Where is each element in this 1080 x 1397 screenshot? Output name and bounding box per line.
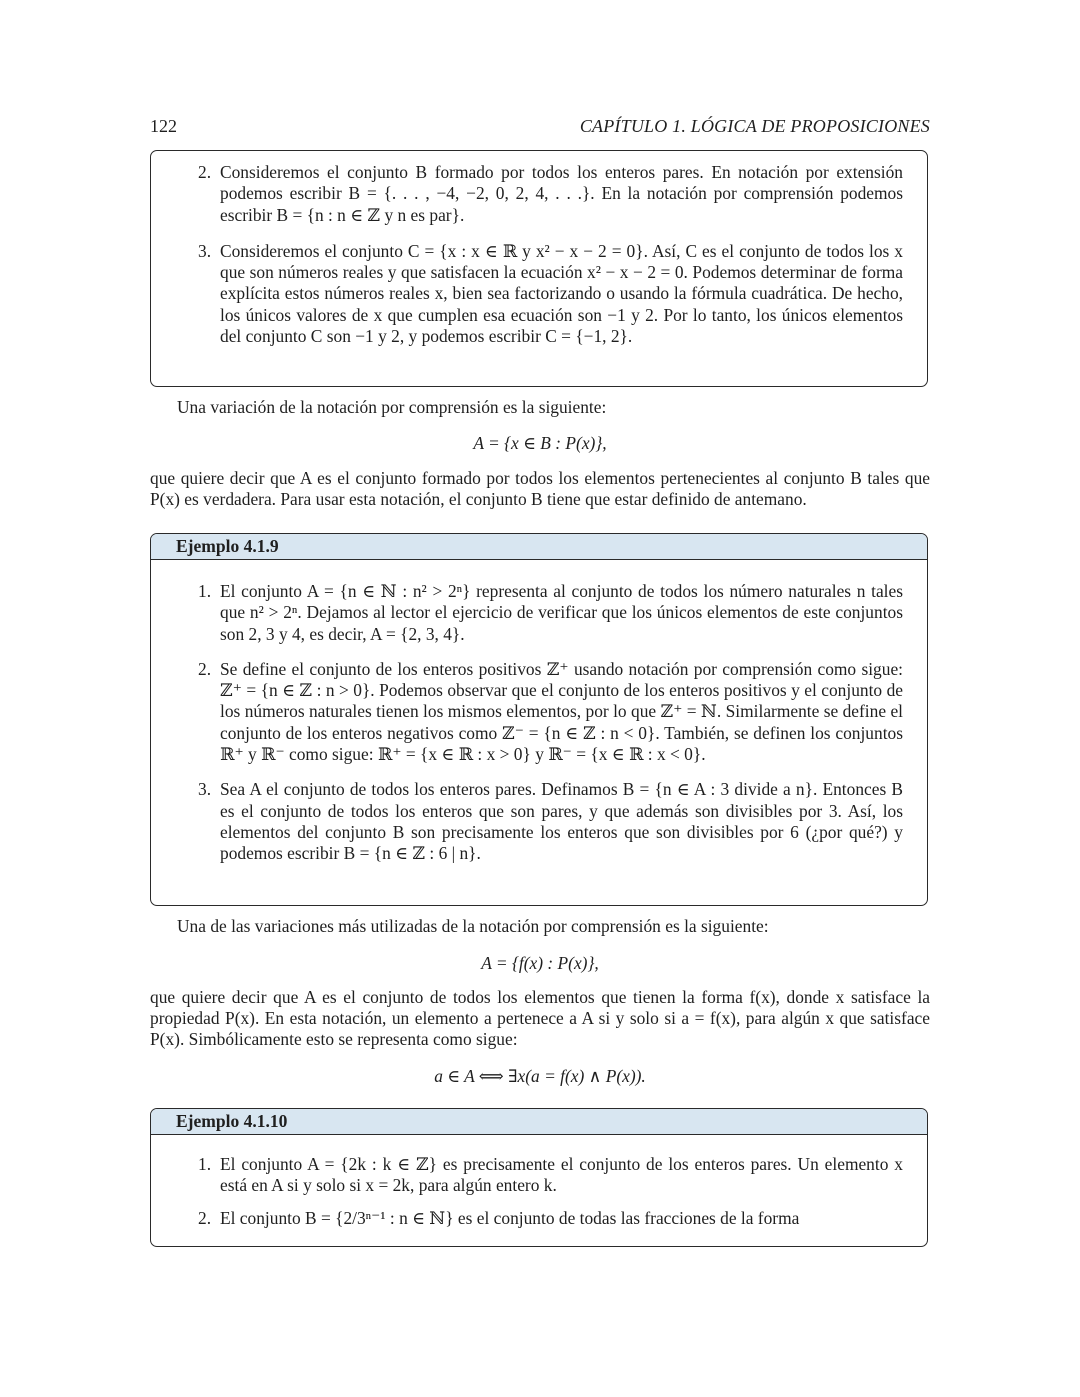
formula: a ∈ A ⟺ ∃x(a = f(x) ∧ P(x)). bbox=[434, 1066, 646, 1086]
example-title: Ejemplo 4.1.10 bbox=[151, 1109, 927, 1135]
list-item-number: 1. bbox=[198, 581, 212, 601]
example-box bbox=[150, 533, 928, 906]
list-item-text: El conjunto A = {n ∈ ℕ : n² > 2ⁿ} representa al conjunto de todos los número naturales n tales que n² > 2ⁿ. Dejamos al lector el ejercicio de verificar que los únicos elementos de este conjuntos son 2, 3 y 4, es decir, A = {2, 3, 4}. bbox=[220, 581, 903, 644]
list-item-number: 3. bbox=[198, 779, 212, 800]
list-item bbox=[198, 241, 903, 347]
list-item-text: El conjunto A = {2k : k ∈ ℤ} es precisamente el conjunto de los enteros pares. Un elemento x está en A si y solo si x = 2k, para algún entero k. bbox=[220, 1154, 903, 1196]
list-item bbox=[198, 162, 903, 226]
page-number: 122 bbox=[150, 116, 177, 136]
list-item-text: El conjunto B = {2/3ⁿ⁻¹ : n ∈ ℕ} es el conjunto de todas las fracciones de la forma bbox=[220, 1207, 800, 1228]
list-item-number: 2. bbox=[198, 1207, 212, 1228]
list-item-number: 2. bbox=[198, 658, 212, 679]
list-item-number: 3. bbox=[198, 240, 212, 261]
list-item-number: 2. bbox=[198, 162, 212, 182]
list-item-text: Se define el conjunto de los enteros positivos ℤ⁺ usando notación por comprensión como sigue: ℤ⁺ = {n ∈ ℤ : n > 0}. Podemos observar que el conjunto de los enteros positivos y el conjunto de los números naturales tienen los mismos elementos, por lo que ℤ⁺ = ℕ. Similarmente se define el conjunto de los enteros negativos como ℤ⁻ = {n ∈ ℤ : n < 0}. También, se definen los conjuntos ℝ⁺ y ℝ⁻ como sigue: ℝ⁺ = {x ∈ ℝ : x > 0} y ℝ⁻ = {x ∈ ℝ : x < 0}. bbox=[220, 658, 903, 765]
list-item bbox=[198, 779, 903, 864]
example-box bbox=[150, 1108, 928, 1247]
paragraph: que quiere decir que A es el conjunto de todos los elementos que tienen la forma f(x), donde x satisface la propiedad P(x). En esta notación, un elemento a pertenece a A si y solo si a = f(x), para algún x que satisface P(x). Simbólicamente esto se representa como sigue: bbox=[150, 987, 930, 1049]
chapter-title: CAPÍTULO 1. LÓGICA DE PROPOSICIONES bbox=[579, 116, 930, 136]
list-item bbox=[198, 581, 903, 645]
paragraph: Una variación de la notación por comprensión es la siguiente: bbox=[177, 397, 607, 417]
formula: A = {f(x) : P(x)}, bbox=[481, 953, 599, 973]
example-title: Ejemplo 4.1.9 bbox=[151, 534, 927, 560]
list-item-text: Sea A el conjunto de todos los enteros pares. Definamos B = {n ∈ A : 3 divide a n}. Entonces B es el conjunto de todos los enteros que son pares, y que además son divisibles por 3. Así, los elementos del conjunto B son precisamente los enteros que son divisibles por 6 (¿por qué?) y podemos escribir B = {n ∈ ℤ : 6 | n}. bbox=[220, 779, 903, 864]
formula: A = {x ∈ B : P(x)}, bbox=[473, 433, 607, 453]
paragraph: Una de las variaciones más utilizadas de la notación por comprensión es la siguiente: bbox=[177, 916, 769, 936]
list-item bbox=[198, 1154, 903, 1197]
list-item-text: Consideremos el conjunto B formado por todos los enteros pares. En notación por extensión podemos escribir B = {. . . , −4, −2, 0, 2, 4, . . .}. En la notación por comprensión podemos escribir B = {n : n ∈ ℤ y n es par}. bbox=[220, 162, 903, 225]
list-item bbox=[198, 659, 903, 765]
paragraph: que quiere decir que A es el conjunto formado por todos los elementos pertenecientes al conjunto B tales que P(x) es verdadera. Para usar esta notación, el conjunto B tiene que estar definido de antemano. bbox=[150, 468, 930, 509]
list-item-text: Consideremos el conjunto C = {x : x ∈ ℝ y x² − x − 2 = 0}. Así, C es el conjunto de todos los x que son números reales y que satisfacen la ecuación x² − x − 2 = 0. Podemos determinar de forma explícita estos números reales x, bien sea factorizando o usando la fórmula cuadrática. De hecho, los únicos valores de x que cumplen esa ecuación son −1 y 2. Por lo tanto, los únicos elementos del conjunto C son −1 y 2, y podemos escribir C = {−1, 2}. bbox=[220, 240, 903, 347]
example-box-continued bbox=[150, 150, 928, 387]
page-header bbox=[150, 116, 930, 137]
list-item bbox=[198, 1208, 903, 1229]
list-item-number: 1. bbox=[198, 1154, 212, 1174]
